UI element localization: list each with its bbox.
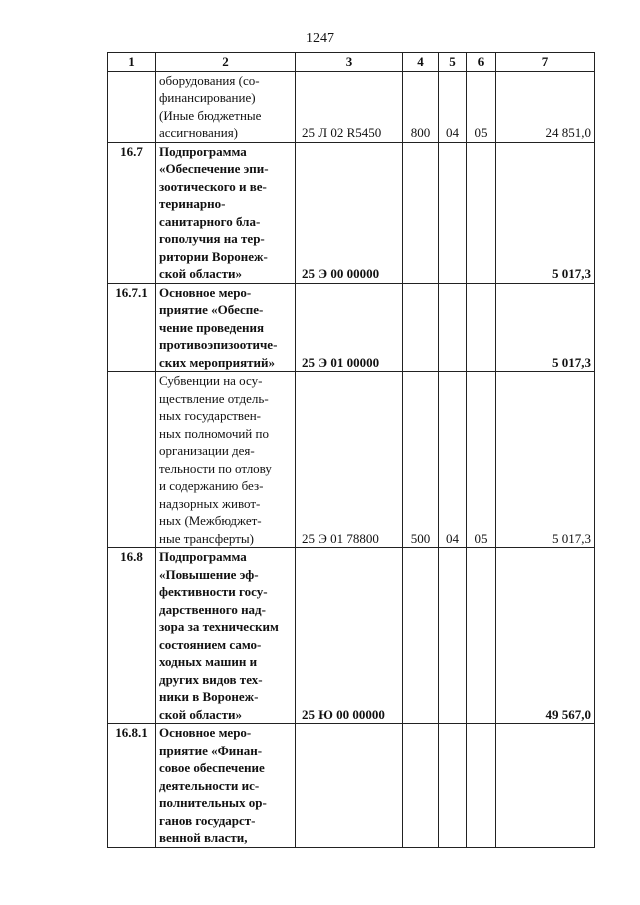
target-code: 25 Э 01 00000 [296, 283, 403, 372]
header-col-5: 5 [439, 53, 467, 72]
table-row [108, 142, 595, 283]
section: 04 [439, 372, 467, 548]
target-code: 25 Ю 00 00000 [296, 548, 403, 724]
amount: 5 017,3 [496, 142, 595, 283]
amount: 24 851,0 [496, 71, 595, 142]
row-name [156, 548, 296, 724]
budget-table [107, 52, 595, 848]
row-name-text: Подпрограмма «Повышение эф- фективности госу- дарственного над- зора за техническим состоянием само- ходных машин и других видов тех- ники в Воронеж- ской области» [159, 549, 279, 722]
target-code [296, 724, 403, 848]
section [439, 724, 467, 848]
table-row [108, 548, 595, 724]
header-col-2: 2 [156, 53, 296, 72]
section: 04 [439, 71, 467, 142]
amount: 5 017,3 [496, 372, 595, 548]
subsection [467, 724, 496, 848]
subsection: 05 [467, 372, 496, 548]
expense-type [403, 283, 439, 372]
header-col-7: 7 [496, 53, 595, 72]
header-col-3: 3 [296, 53, 403, 72]
table-row [108, 372, 595, 548]
header-row [108, 53, 595, 72]
subsection [467, 548, 496, 724]
subsection [467, 142, 496, 283]
expense-type [403, 724, 439, 848]
section [439, 142, 467, 283]
row-name-text: Субвенции на осу- ществление отдель- ных государствен- ных полномочий по организации дея- тельности по отлову и содержанию без- надзорных живот- ных (Межбюджет- ные трансферты) [159, 373, 272, 546]
subsection: 05 [467, 71, 496, 142]
row-number [108, 372, 156, 548]
header-col-1: 1 [108, 53, 156, 72]
header-col-6: 6 [467, 53, 496, 72]
amount: 49 567,0 [496, 548, 595, 724]
row-number: 16.8 [108, 548, 156, 724]
expense-type [403, 548, 439, 724]
row-name [156, 142, 296, 283]
row-number [108, 71, 156, 142]
row-name-text: Подпрограмма «Обеспечение эпи- зоотического и ве- теринарно- санитарного бла- гополучия на тер- ритории Воронеж- ской области» [159, 143, 269, 281]
target-code: 25 Э 00 00000 [296, 142, 403, 283]
amount: 5 017,3 [496, 283, 595, 372]
target-code: 25 Э 01 78800 [296, 372, 403, 548]
expense-type: 800 [403, 71, 439, 142]
row-name-text: Основное меро- приятие «Финан- совое обеспечение деятельности ис- полнительных ор- ганов государст- венной власти, [159, 725, 267, 845]
expense-type [403, 142, 439, 283]
table-row [108, 71, 595, 142]
expense-type: 500 [403, 372, 439, 548]
row-name [156, 71, 296, 142]
table-row [108, 724, 595, 848]
row-number: 16.8.1 [108, 724, 156, 848]
row-name [156, 283, 296, 372]
target-code: 25 Л 02 R5450 [296, 71, 403, 142]
page-number: 1247 [306, 31, 334, 46]
row-name [156, 372, 296, 548]
row-name-text: оборудования (со- финансирование) (Иные бюджетные ассигнования) [159, 72, 262, 140]
row-name-text: Основное меро- приятие «Обеспе- чение проведения противоэпизоотиче- ских мероприятий» [159, 284, 278, 370]
subsection [467, 283, 496, 372]
section [439, 283, 467, 372]
row-number: 16.7 [108, 142, 156, 283]
row-number: 16.7.1 [108, 283, 156, 372]
table-row [108, 283, 595, 372]
header-col-4: 4 [403, 53, 439, 72]
row-name [156, 724, 296, 848]
section [439, 548, 467, 724]
amount [496, 724, 595, 848]
